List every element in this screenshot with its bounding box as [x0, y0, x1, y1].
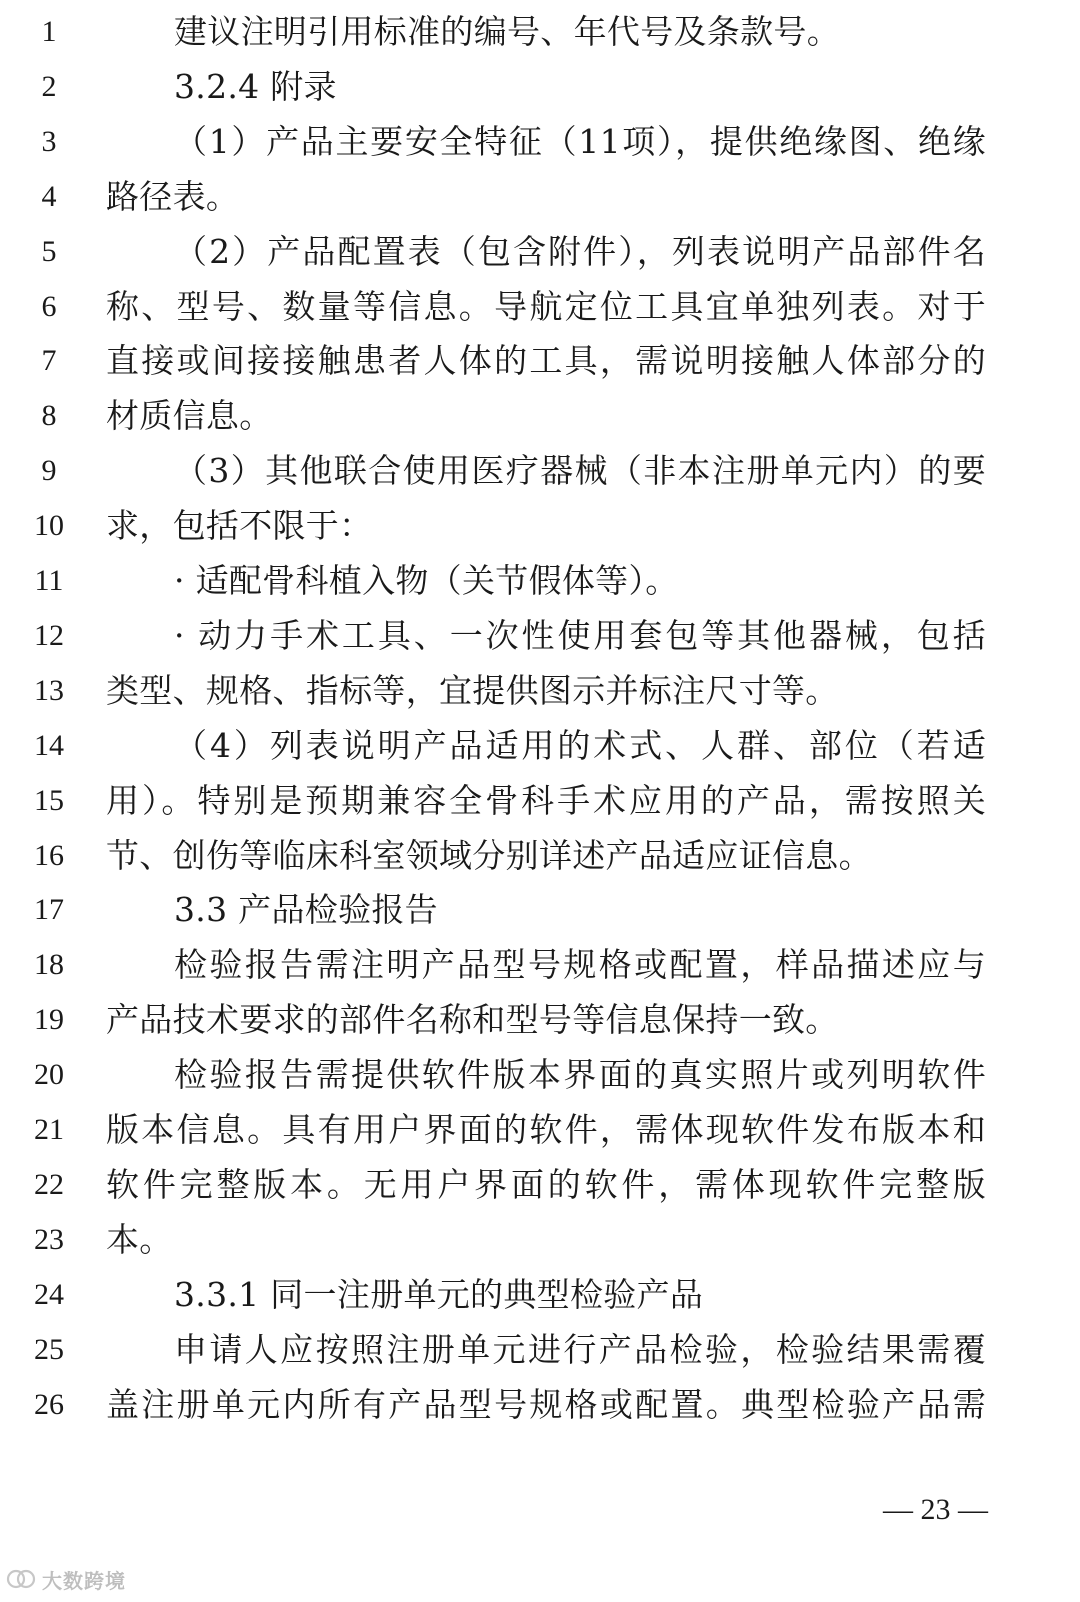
document-line: [0, 718, 1080, 774]
document-line: [0, 498, 1080, 554]
line-number: 5: [41, 234, 57, 268]
line-text: 产品技术要求的部件名称和型号等信息保持一致。: [106, 1000, 839, 1040]
document-line: [0, 773, 1080, 829]
document-line: [0, 443, 1080, 499]
document-line: [0, 59, 1080, 115]
line-number: 15: [34, 783, 64, 817]
line-number: 11: [34, 564, 64, 597]
line-text: 直接或间接接触患者人体的工具，需说明接触人体部分的: [106, 341, 986, 381]
document-line: [0, 663, 1080, 719]
document-line: [0, 1267, 1080, 1323]
document-line: [0, 992, 1080, 1048]
document-line: [0, 1157, 1080, 1213]
line-number: 26: [34, 1387, 64, 1421]
line-number: 2: [41, 69, 57, 103]
line-text: （2）产品配置表（包含附件），列表说明产品部件名: [174, 231, 986, 271]
line-number: 10: [34, 509, 64, 543]
line-text: 3.3.1 同一注册单元的典型检验产品: [174, 1274, 704, 1314]
line-text: 3.2.4 附录: [174, 66, 337, 106]
line-text: · 适配骨科植入物（关节假体等）。: [174, 561, 679, 600]
line-number: 8: [41, 399, 57, 433]
line-number: 23: [34, 1222, 64, 1256]
page-number: — 23 —: [883, 1493, 988, 1526]
document-line: [0, 608, 1080, 664]
line-text: 节、创伤等临床科室领域分别详述产品适应证信息。: [106, 835, 872, 875]
document-line: [0, 4, 1080, 60]
line-number: 17: [34, 893, 64, 927]
line-number: 19: [34, 1003, 64, 1037]
document-line: [0, 114, 1080, 170]
line-number: 20: [34, 1058, 64, 1092]
line-text: 检验报告需注明产品型号规格或配置，样品描述应与: [174, 945, 986, 985]
line-text: 3.3 产品检验报告: [174, 890, 438, 930]
document-line: [0, 333, 1080, 389]
line-text: 软件完整版本。无用户界面的软件，需体现软件完整版: [106, 1164, 986, 1204]
line-number: 9: [41, 454, 57, 488]
document-line: [0, 1102, 1080, 1158]
line-text: 检验报告需提供软件版本界面的真实照片或列明软件: [174, 1055, 986, 1095]
document-line: [0, 937, 1080, 993]
line-number: 4: [41, 179, 57, 213]
line-number: 21: [34, 1113, 64, 1146]
line-number: 14: [34, 728, 64, 762]
line-number: 12: [34, 618, 64, 652]
line-text: 盖注册单元内所有产品型号规格或配置。典型检验产品需: [106, 1384, 986, 1424]
line-number: 16: [34, 838, 64, 872]
watermark-logo-icon: [6, 1568, 36, 1590]
line-text: 路径表。: [106, 176, 240, 216]
line-number: 18: [34, 948, 64, 982]
document-line: [0, 828, 1080, 884]
line-text: 本。: [106, 1219, 173, 1259]
line-number: 3: [41, 124, 57, 158]
line-text: （3）其他联合使用医疗器械（非本注册单元内）的要: [174, 451, 986, 491]
line-number: 1: [41, 15, 57, 48]
line-text: 用）。特别是预期兼容全骨科手术应用的产品，需按照关: [106, 780, 986, 820]
document-line: [0, 1047, 1080, 1103]
watermark: [6, 1562, 126, 1596]
line-number: 22: [34, 1167, 64, 1201]
line-text: · 动力手术工具、一次性使用套包等其他器械，包括: [174, 615, 986, 655]
document-line: [0, 224, 1080, 280]
document-line: [0, 1377, 1080, 1433]
line-text: 建议注明引用标准的编号、年代号及条款号。: [174, 12, 840, 51]
line-text: 版本信息。具有用户界面的软件，需体现软件发布版本和: [106, 1110, 986, 1149]
line-text: 申请人应按照注册单元进行产品检验，检验结果需覆: [174, 1329, 986, 1369]
document-line: [0, 169, 1080, 225]
document-line: [0, 553, 1080, 609]
line-number: 6: [41, 289, 57, 323]
line-text: 材质信息。: [106, 396, 273, 436]
line-number: 7: [41, 344, 57, 378]
document-line: [0, 1212, 1080, 1268]
document-line: [0, 279, 1080, 335]
line-text: （1）产品主要安全特征（11项），提供绝缘图、绝缘: [174, 121, 986, 161]
line-number: 13: [34, 673, 64, 707]
line-number: 24: [34, 1277, 64, 1311]
watermark-text: 大数跨境: [42, 1568, 126, 1593]
line-text: 类型、规格、指标等，宜提供图示并标注尺寸等。: [106, 670, 839, 710]
line-text: 称、型号、数量等信息。导航定位工具宜单独列表。对于: [106, 286, 986, 326]
document-line: [0, 388, 1080, 444]
line-text: （4）列表说明产品适用的术式、人群、部位（若适: [174, 725, 986, 765]
document-line: [0, 1322, 1080, 1378]
line-text: 求，包括不限于：: [106, 506, 373, 546]
document-line: [0, 882, 1080, 938]
line-number: 25: [34, 1332, 64, 1366]
